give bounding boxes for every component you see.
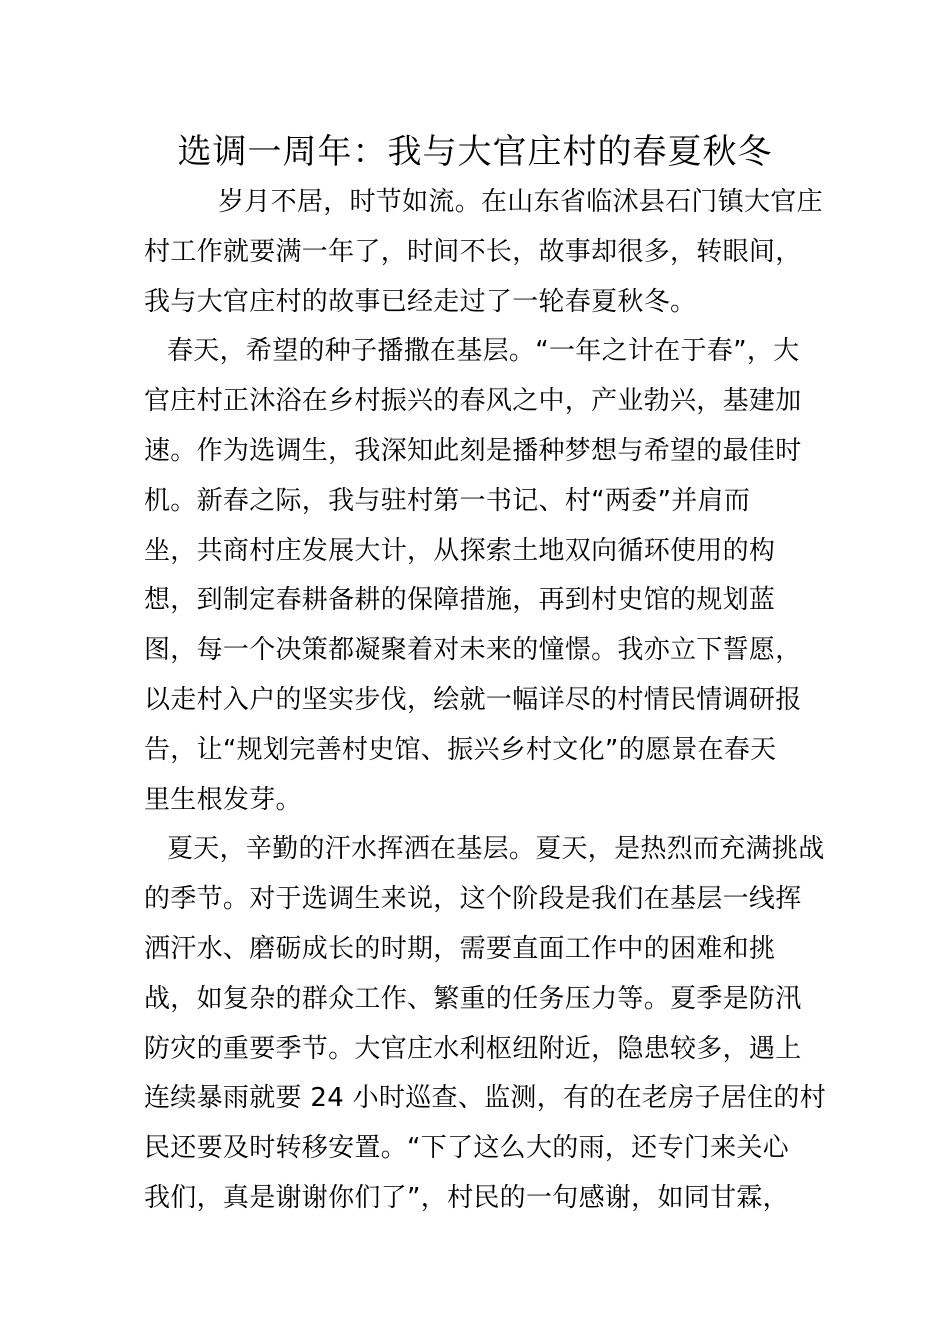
text-line: 机。新春之际，我与驻村第一书记、村“两委”并肩而 [144,485,751,516]
paragraph-intro [144,178,823,327]
text-line: 洒汗水、磨砺成长的时期，需要直面工作中的困难和挑 [144,933,776,964]
text-line: 告，让“规划完善村史馆、振兴乡村文化”的愿景在春天 [144,734,777,765]
document-body [144,178,827,1224]
paragraph-summer [144,825,827,1223]
text-line: 我与大官庄村的故事已经走过了一轮春夏秋冬。 [144,286,697,317]
text-line: 防灾的重要季节。大官庄水利枢纽附近，隐患较多，遇上 [144,1033,802,1064]
text-line: 夏天，辛勤的汗水挥洒在基层。夏天，是热烈而充满挑战 [167,834,825,865]
text-line: 的季节。对于选调生来说，这个阶段是我们在基层一线挥 [144,884,802,915]
document-title: 选调一周年：我与大官庄村的春夏秋冬 [177,132,773,172]
text-line: 图，每一个决策都凝聚着对未来的憧憬。我亦立下誓愿， [144,635,802,666]
text-line: 岁月不居，时节如流。在山东省临沭县石门镇大官庄 [218,187,823,217]
text-line: 连续暴雨就要 24 小时巡查、监测，有的在老房子居住的村 [144,1083,827,1114]
text-line: 官庄村正沐浴在乡村振兴的春风之中，产业勃兴，基建加 [144,386,802,417]
text-line: 战，如复杂的群众工作、繁重的任务压力等。夏季是防汛 [144,983,802,1014]
text-line: 以走村入户的坚实步伐，绘就一幅详尽的村情民情调研报 [144,684,802,715]
text-line: 想，到制定春耕备耕的保障措施，再到村史馆的规划蓝 [144,585,776,616]
text-line: 速。作为选调生，我深知此刻是播种梦想与希望的最佳时 [144,435,802,466]
text-line: 春天，希望的种子播撒在基层。“一年之计在于春”，大 [167,336,800,367]
text-line: 民还要及时转移安置。“下了这么大的雨，还专门来关心 [144,1133,789,1164]
text-line: 村工作就要满一年了，时间不长，故事却很多，转眼间， [144,236,802,267]
text-line: 我们，真是谢谢你们了”，村民的一句感谢，如同甘霖， [144,1182,789,1213]
text-line: 里生根发芽。 [144,784,302,815]
text-line: 坐，共商村庄发展大计，从探索土地双向循环使用的构 [144,535,776,566]
paragraph-spring [144,327,814,825]
